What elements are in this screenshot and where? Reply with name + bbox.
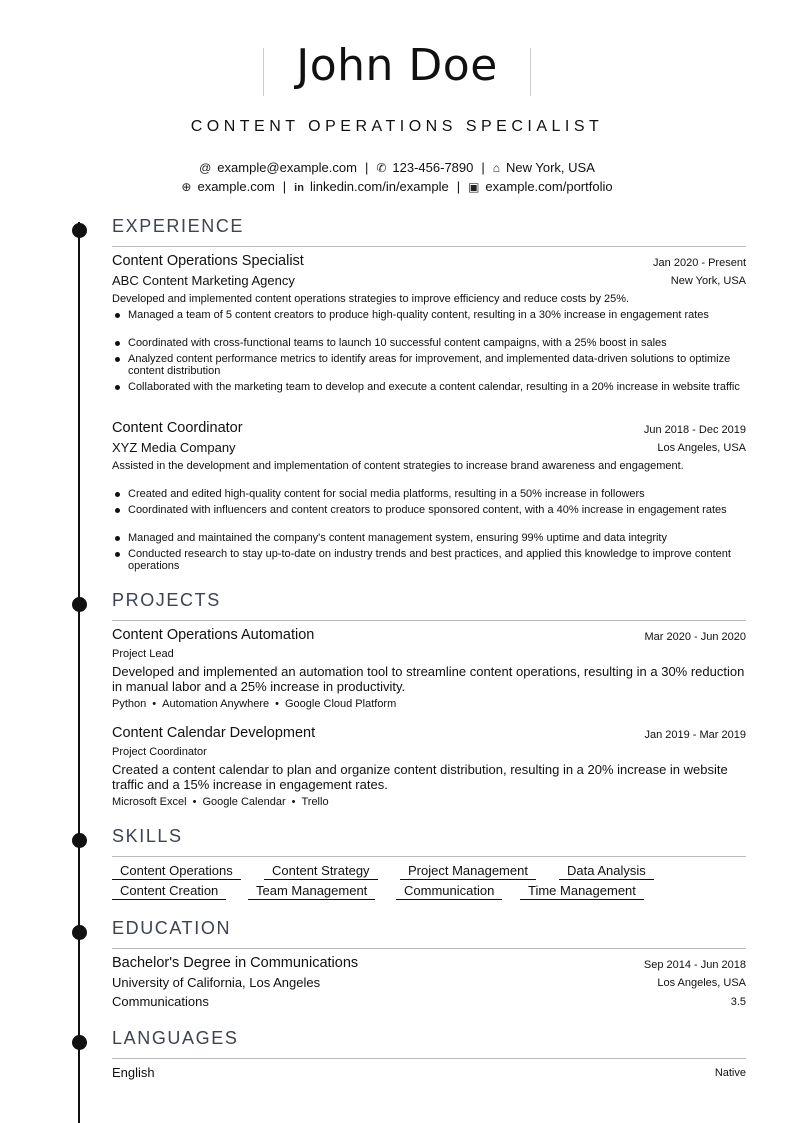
keyword: Python (112, 698, 147, 710)
projects-heading: PROJECTS (112, 590, 221, 610)
job-2-header (112, 420, 746, 440)
timeline-line (78, 222, 80, 1123)
job-title: Content Operations Specialist (112, 253, 304, 269)
portfolio-icon: ▣ (468, 180, 480, 194)
section-divider (112, 948, 746, 949)
contact-linkedin[interactable]: in linkedin.com/in/example (294, 179, 449, 194)
timeline-dot (72, 597, 87, 612)
job-2-company-row (112, 440, 746, 458)
keyword-separator: • (192, 796, 197, 808)
project-name: Content Calendar Development (112, 725, 316, 741)
company-name: XYZ Media Company (112, 440, 236, 455)
project-keywords (112, 698, 396, 710)
project-keywords (112, 796, 329, 808)
timeline-dot (72, 1035, 87, 1050)
keyword: Microsoft Excel (112, 796, 187, 808)
school-location: Los Angeles, USA (657, 977, 746, 989)
phone-icon: ✆ (376, 161, 387, 175)
contact-phone[interactable]: ✆ 123-456-7890 (376, 160, 474, 175)
job-location: New York, USA (670, 275, 746, 287)
contact-website[interactable]: ⊕ example.com (181, 179, 275, 194)
contact-row-2 (0, 179, 794, 194)
project-dates: Mar 2020 - Jun 2020 (644, 631, 746, 643)
language-level: Native (714, 1067, 746, 1079)
project-2-header (112, 725, 746, 745)
language-name: English (112, 1065, 155, 1080)
job-1-header (112, 253, 746, 273)
section-divider (112, 856, 746, 857)
keyword: Trello (301, 796, 329, 808)
project-description: Developed and implemented an automation tool to streamline content operations, resulting in a 30% reduction in manual labor and a 25% increase in productivity. (112, 664, 745, 694)
language-row (112, 1065, 746, 1083)
gpa: 3.5 (730, 996, 746, 1008)
keyword-separator: • (291, 796, 296, 808)
job-bullet: Collaborated with the marketing team to develop and execute a content calendar, resulting in a 20% increase in website traffic (128, 381, 746, 393)
job-bullet: Created and edited high-quality content for social media platforms, resulting in a 50% increase in followers (128, 488, 746, 500)
job-title: CONTENT OPERATIONS SPECIALIST (190, 118, 604, 135)
education-school-row (112, 975, 746, 993)
contact-location: ⌂ New York, USA (492, 160, 595, 175)
skill-tag: Project Management (400, 863, 536, 880)
timeline-dot (72, 925, 87, 940)
project-dates: Jan 2019 - Mar 2019 (644, 729, 746, 741)
project-description: Created a content calendar to plan and organize content distribution, resulting in a 20% increase in website traffic and a 15% increase in engagement rates. (112, 762, 728, 792)
job-bullet: Managed and maintained the company's content management system, ensuring 99% uptime and data integrity (128, 532, 746, 544)
experience-heading: EXPERIENCE (112, 216, 245, 236)
keyword: Automation Anywhere (162, 698, 270, 710)
languages-heading: LANGUAGES (112, 1028, 239, 1048)
contact-email[interactable]: @ example@example.com (199, 160, 357, 175)
section-divider (112, 246, 746, 247)
keyword-separator: • (152, 698, 157, 710)
job-1-company-row (112, 273, 746, 291)
linkedin-icon: in (294, 182, 304, 194)
job-bullet: Coordinated with cross-functional teams to launch 10 successful content campaigns, with a 25% boost in sales (128, 337, 746, 349)
skills-heading: SKILLS (112, 826, 183, 846)
skill-tag: Communication (396, 883, 502, 900)
section-divider (112, 620, 746, 621)
job-dates: Jan 2020 - Present (653, 257, 746, 269)
job-dates: Jun 2018 - Dec 2019 (643, 424, 746, 436)
job-summary: Developed and implemented content operations strategies to improve efficiency and reduce costs by 25%. (112, 293, 630, 305)
keyword: Google Cloud Platform (284, 698, 397, 710)
timeline-dot (72, 833, 87, 848)
project-1-header (112, 627, 746, 647)
education-header (112, 955, 746, 975)
skill-tag: Content Operations (112, 863, 241, 880)
job-location: Los Angeles, USA (657, 442, 746, 454)
candidate-name: John Doe (296, 40, 498, 91)
contact-portfolio[interactable]: ▣ example.com/portfolio (468, 179, 613, 194)
job-bullet: Coordinated with influencers and content creators to produce sponsored content, with a 40% increase in engagement rates (128, 504, 746, 516)
education-dates: Sep 2014 - Jun 2018 (643, 959, 746, 971)
education-field-row (112, 994, 746, 1012)
skill-tag: Time Management (520, 883, 644, 900)
contact-separator: | (364, 160, 369, 175)
job-bullet: Conducted research to stay up-to-date on industry trends and best practices, and applied this knowledge to improve content operations (128, 548, 746, 572)
company-name: ABC Content Marketing Agency (112, 273, 295, 288)
contact-separator: | (282, 179, 287, 194)
home-icon: ⌂ (492, 161, 501, 175)
keyword-separator: • (275, 698, 279, 710)
job-summary: Assisted in the development and implementation of content strategies to increase brand awareness and engagement. (112, 460, 684, 472)
skill-tag: Content Strategy (264, 863, 378, 880)
project-role: Project Lead (112, 648, 174, 660)
section-divider (112, 1058, 746, 1059)
contact-separator: | (481, 160, 485, 175)
skill-tag: Team Management (248, 883, 375, 900)
skill-tag: Data Analysis (559, 863, 654, 880)
job-title: Content Coordinator (112, 420, 243, 436)
keyword: Google Calendar (202, 796, 286, 808)
field-of-study: Communications (112, 994, 209, 1009)
contact-separator: | (456, 179, 461, 194)
globe-icon: ⊕ (181, 180, 192, 194)
timeline-dot (72, 223, 87, 238)
skill-tag: Content Creation (112, 883, 226, 900)
project-role: Project Coordinator (112, 746, 207, 758)
job-bullet: Managed a team of 5 content creators to produce high-quality content, resulting in a 30% increase in engagement rates (128, 309, 746, 321)
education-heading: EDUCATION (112, 918, 232, 938)
project-name: Content Operations Automation (112, 627, 315, 643)
at-icon: @ (199, 161, 212, 175)
contact-row-1 (0, 160, 794, 175)
degree: Bachelor's Degree in Communications (112, 955, 359, 971)
job-bullet: Analyzed content performance metrics to identify areas for improvement, and implemented data-driven solutions to optimize content distribution (128, 353, 746, 377)
school-name: University of California, Los Angeles (112, 975, 321, 990)
